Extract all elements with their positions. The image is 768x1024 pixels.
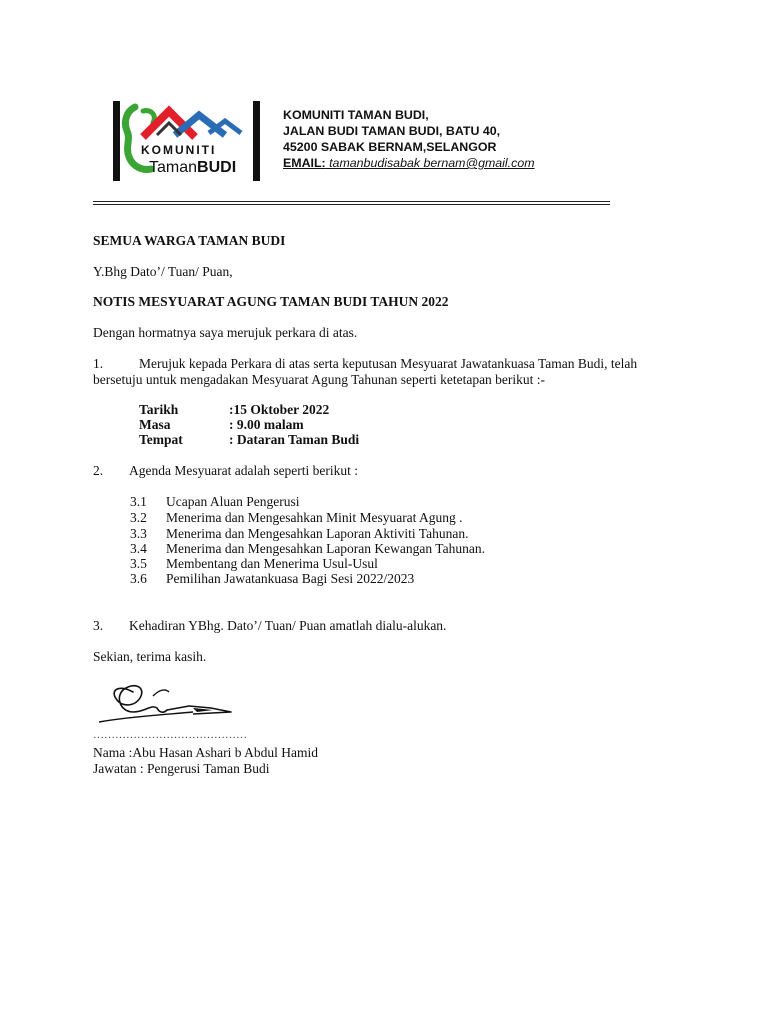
- signature-image: [93, 678, 238, 726]
- agenda-item-text: Ucapan Aluan Pengerusi: [166, 494, 300, 509]
- agenda-item-number: 3.1: [130, 494, 147, 509]
- detail-label-tarikh: Tarikh: [139, 402, 179, 417]
- email-line: [283, 155, 535, 171]
- email-label: EMAIL:: [283, 156, 326, 170]
- para1-number: 1.: [93, 356, 104, 371]
- signatory-position: Jawatan : Pengerusi Taman Budi: [93, 761, 270, 776]
- closing: Sekian, terima kasih.: [93, 649, 207, 664]
- signatory-name: Nama :Abu Hasan Ashari b Abdul Hamid: [93, 745, 318, 760]
- signature-dotted-line: ……………………………………: [93, 729, 247, 741]
- para2-text: Agenda Mesyuarat adalah seperti berikut :: [129, 463, 359, 478]
- email-address: tamanbudisabak bernam@gmail.com: [325, 156, 535, 170]
- logo-text-taman-budi: [149, 159, 236, 177]
- address-line-2: JALAN BUDI TAMAN BUDI, BATU 40,: [283, 124, 501, 138]
- header-divider-bottom: [93, 204, 610, 205]
- logo-text-komuniti: KOMUNITI: [141, 143, 217, 157]
- para3-text: Kehadiran YBhg. Dato’/ Tuan/ Puan amatlah dialu-alukan.: [129, 618, 447, 633]
- subject-heading: NOTIS MESYUARAT AGUNG TAMAN BUDI TAHUN 2022: [93, 294, 449, 309]
- agenda-item-number: 3.3: [130, 526, 147, 541]
- agenda-item-text: Menerima dan Mengesahkan Laporan Aktiviti Tahunan.: [166, 526, 469, 541]
- agenda-item-number: 3.4: [130, 541, 147, 556]
- header-divider-top: [93, 201, 610, 202]
- agenda-item-number: 3.5: [130, 556, 147, 571]
- para1-line1: Merujuk kepada Perkara di atas serta keputusan Mesyuarat Jawatankuasa Taman Budi, telah: [139, 356, 638, 371]
- detail-value-masa: : 9.00 malam: [229, 417, 304, 432]
- logo-text-taman: Taman: [149, 159, 198, 176]
- para1-line2: bersetuju untuk mengadakan Mesyuarat Agung Tahunan seperti ketetapan berikut :-: [93, 372, 546, 387]
- detail-value-tempat: : Dataran Taman Budi: [229, 432, 360, 447]
- logo-text-budi: BUDI: [197, 159, 237, 176]
- agenda-item-text: Menerima dan Mengesahkan Laporan Kewangan Tahunan.: [166, 541, 485, 556]
- agenda-item-number: 3.6: [130, 571, 147, 586]
- agenda-item-text: Menerima dan Mengesahkan Minit Mesyuarat Agung .: [166, 510, 463, 525]
- address-line-1: KOMUNITI TAMAN BUDI,: [283, 108, 429, 122]
- para3-number: 3.: [93, 618, 104, 633]
- community-logo: [113, 101, 260, 181]
- salutation: Y.Bhg Dato’/ Tuan/ Puan,: [93, 264, 233, 279]
- agenda-item-number: 3.2: [130, 510, 147, 525]
- detail-label-tempat: Tempat: [139, 432, 183, 447]
- address-line-3: 45200 SABAK BERNAM,SELANGOR: [283, 140, 497, 154]
- recipient: SEMUA WARGA TAMAN BUDI: [93, 233, 286, 248]
- agenda-item-text: Membentang dan Menerima Usul-Usul: [166, 556, 378, 571]
- detail-label-masa: Masa: [139, 417, 171, 432]
- para2-number: 2.: [93, 463, 104, 478]
- intro-paragraph: Dengan hormatnya saya merujuk perkara di atas.: [93, 325, 358, 340]
- detail-value-tarikh: :15 Oktober 2022: [229, 402, 330, 417]
- agenda-item-text: Pemilihan Jawatankuasa Bagi Sesi 2022/2023: [166, 571, 415, 586]
